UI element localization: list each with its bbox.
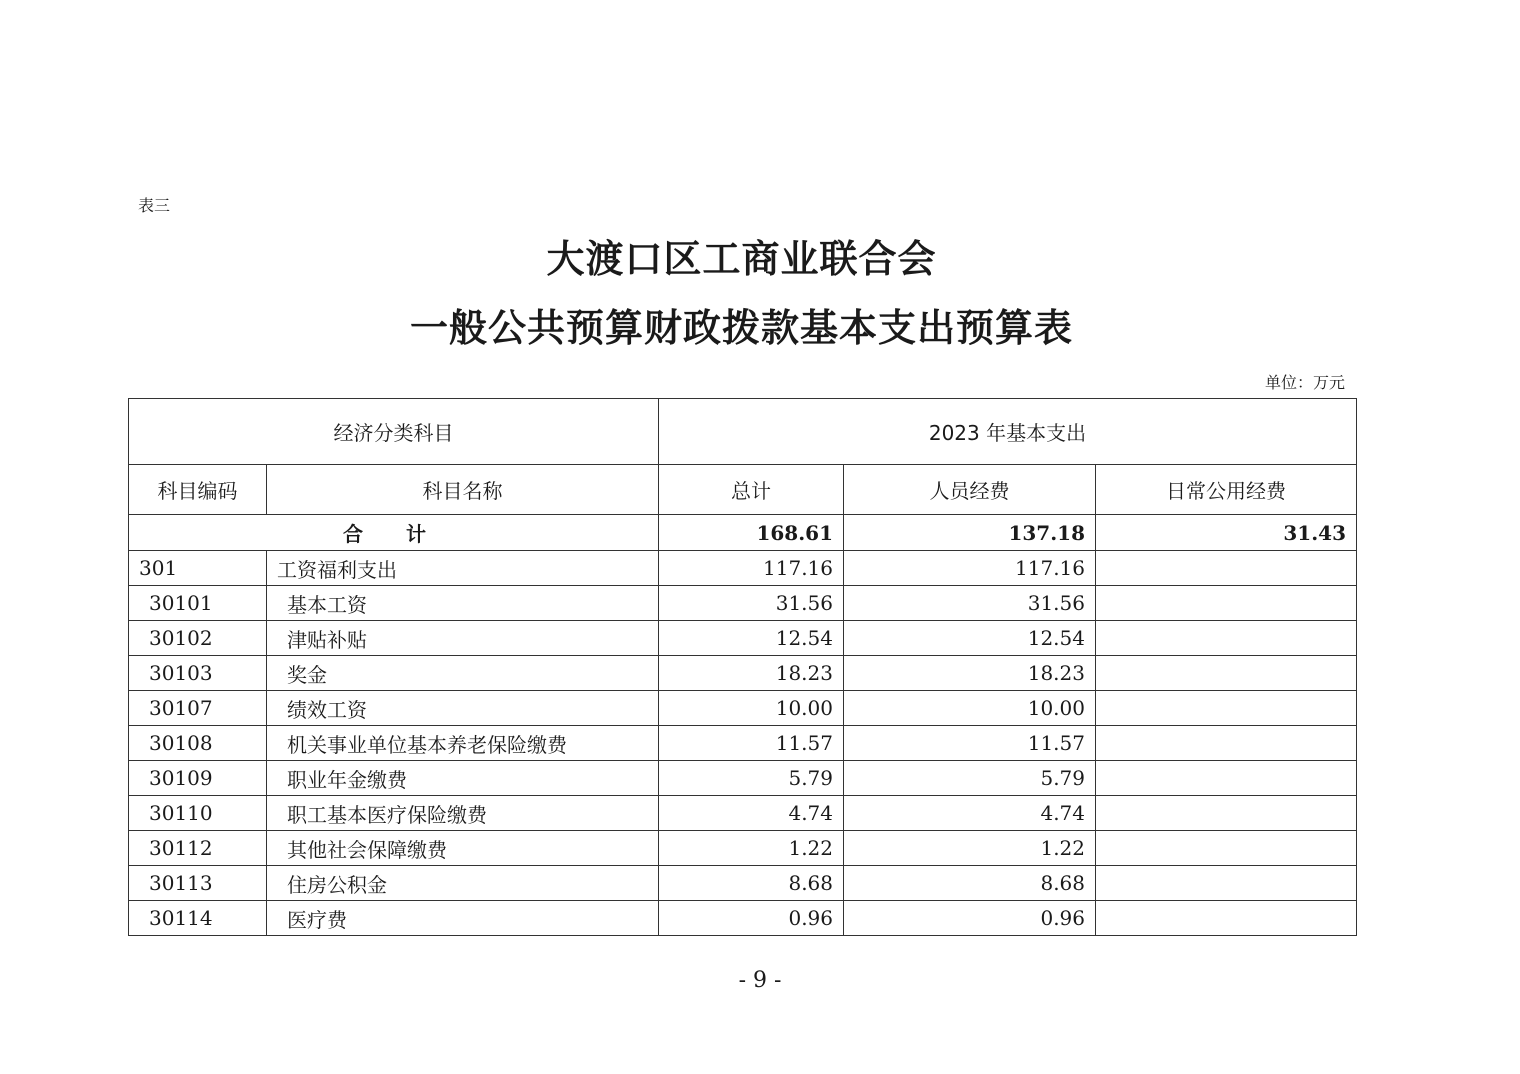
row-code: 30108 (129, 726, 267, 761)
row-personnel: 12.54 (844, 621, 1096, 656)
header-year-expenditure: 2023 年基本支出 (659, 399, 1357, 465)
table-row (129, 866, 1357, 901)
row-code: 30114 (129, 901, 267, 936)
row-name: 奖金 (267, 656, 659, 691)
row-name: 医疗费 (267, 901, 659, 936)
row-public (1096, 586, 1357, 621)
row-total: 11.57 (659, 726, 844, 761)
row-personnel: 10.00 (844, 691, 1096, 726)
total-label: 合 计 (129, 515, 659, 551)
table-label: 表三 (138, 196, 171, 215)
row-name: 工资福利支出 (267, 551, 659, 586)
header-row-2 (129, 465, 1357, 515)
row-public (1096, 866, 1357, 901)
row-name: 机关事业单位基本养老保险缴费 (267, 726, 659, 761)
table-row (129, 691, 1357, 726)
header-name: 科目名称 (267, 465, 659, 515)
row-name: 绩效工资 (267, 691, 659, 726)
page-title-line2: 一般公共预算财政拨款基本支出预算表 (409, 305, 1073, 350)
row-personnel: 4.74 (844, 796, 1096, 831)
row-public (1096, 761, 1357, 796)
table-row (129, 796, 1357, 831)
row-personnel: 18.23 (844, 656, 1096, 691)
row-name: 基本工资 (267, 586, 659, 621)
table-row (129, 551, 1357, 586)
header-economic-class: 经济分类科目 (129, 399, 659, 465)
row-personnel: 117.16 (844, 551, 1096, 586)
row-name: 职工基本医疗保险缴费 (267, 796, 659, 831)
row-personnel: 11.57 (844, 726, 1096, 761)
header-total: 总计 (659, 465, 844, 515)
row-code: 30103 (129, 656, 267, 691)
row-personnel: 31.56 (844, 586, 1096, 621)
table-row (129, 726, 1357, 761)
row-name: 职业年金缴费 (267, 761, 659, 796)
row-personnel: 1.22 (844, 831, 1096, 866)
row-total: 31.56 (659, 586, 844, 621)
row-personnel: 5.79 (844, 761, 1096, 796)
row-personnel: 0.96 (844, 901, 1096, 936)
row-total: 10.00 (659, 691, 844, 726)
total-value: 168.61 (659, 515, 844, 551)
row-public (1096, 551, 1357, 586)
total-row (129, 515, 1357, 551)
header-personnel: 人员经费 (844, 465, 1096, 515)
table-row (129, 831, 1357, 866)
total-public: 31.43 (1096, 515, 1357, 551)
table-row (129, 901, 1357, 936)
row-name: 其他社会保障缴费 (267, 831, 659, 866)
page-number: - 9 - (738, 968, 782, 993)
row-total: 18.23 (659, 656, 844, 691)
row-total: 12.54 (659, 621, 844, 656)
table-row (129, 621, 1357, 656)
table-row (129, 586, 1357, 621)
row-public (1096, 726, 1357, 761)
row-code: 301 (129, 551, 267, 586)
header-row-1 (129, 399, 1357, 465)
row-public (1096, 901, 1357, 936)
row-total: 8.68 (659, 866, 844, 901)
row-code: 30101 (129, 586, 267, 621)
header-code: 科目编码 (129, 465, 267, 515)
budget-table (128, 398, 1357, 936)
table-row (129, 656, 1357, 691)
row-total: 1.22 (659, 831, 844, 866)
total-personnel: 137.18 (844, 515, 1096, 551)
table-row (129, 761, 1357, 796)
row-code: 30109 (129, 761, 267, 796)
row-total: 4.74 (659, 796, 844, 831)
row-personnel: 8.68 (844, 866, 1096, 901)
row-public (1096, 691, 1357, 726)
row-code: 30112 (129, 831, 267, 866)
row-code: 30113 (129, 866, 267, 901)
page-title-line1: 大渡口区工商业联合会 (546, 236, 937, 281)
row-public (1096, 656, 1357, 691)
row-name: 津贴补贴 (267, 621, 659, 656)
unit-label: 单位：万元 (1264, 373, 1345, 392)
row-total: 5.79 (659, 761, 844, 796)
row-public (1096, 621, 1357, 656)
row-code: 30107 (129, 691, 267, 726)
row-code: 30110 (129, 796, 267, 831)
row-public (1096, 796, 1357, 831)
row-public (1096, 831, 1357, 866)
row-code: 30102 (129, 621, 267, 656)
row-name: 住房公积金 (267, 866, 659, 901)
row-total: 0.96 (659, 901, 844, 936)
header-public: 日常公用经费 (1096, 465, 1357, 515)
row-total: 117.16 (659, 551, 844, 586)
